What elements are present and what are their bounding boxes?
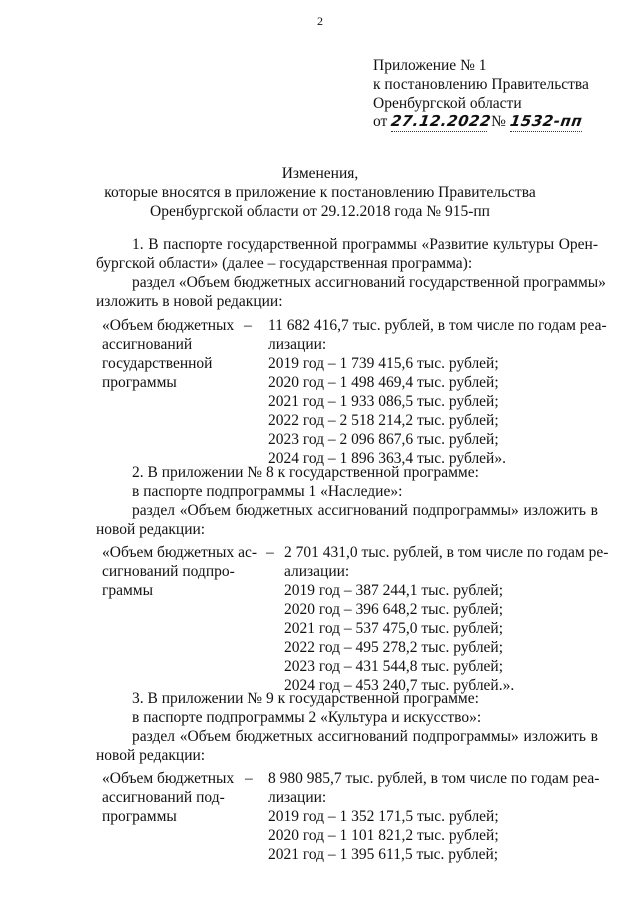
section1-paragraph1-line2: бургской области» (далее – государственная программа): [96, 255, 473, 272]
section2-paragraph3-line2: новой редакции: [96, 521, 206, 538]
right-cell-line: 2023 год – 2 096 867,6 тыс. рублей; [268, 431, 499, 448]
left-cell-line: ассигнований под- [102, 789, 225, 806]
date-prefix: от [373, 113, 388, 130]
appendix-line-2: к постановлению Правительства [373, 76, 589, 93]
right-cell-line: 2020 год – 1 101 821,2 тыс. рублей; [268, 827, 499, 844]
number-sign: № [491, 113, 506, 130]
left-cell-line: «Объем бюджетных ас- [102, 544, 257, 561]
appendix-date-line [373, 112, 582, 132]
left-cell-line: ассигнований [102, 336, 193, 353]
section3-right-cell [268, 769, 599, 864]
section2-paragraph2: в паспорте подпрограммы 1 «Наследие»: [132, 483, 403, 500]
section1-right-cell [268, 316, 607, 468]
right-cell-line: лизации: [268, 789, 327, 806]
left-cell-line: «Объем бюджетных [102, 770, 235, 787]
right-cell-line: лизации: [268, 336, 327, 353]
right-cell-line: 11 682 416,7 тыс. рублей, в том числе по годам реа- [268, 317, 607, 334]
right-cell-line: 2022 год – 2 518 214,2 тыс. рублей; [268, 412, 499, 429]
section2-left-cell [102, 543, 257, 600]
section3-paragraph3-line1: раздел «Объем бюджетных ассигнований подпрограммы» изложить в [132, 728, 598, 745]
right-cell-line: 2021 год – 1 933 086,5 тыс. рублей; [268, 393, 499, 410]
section3-paragraph2: в паспорте подпрограммы 2 «Культура и искусство»: [132, 709, 482, 726]
handwritten-number: 1532-пп [508, 112, 584, 130]
right-cell-line: 2023 год – 431 544,8 тыс. рублей; [284, 658, 504, 675]
right-cell-line: 2021 год – 1 395 611,5 тыс. рублей; [268, 846, 499, 863]
section2-dash: – [266, 544, 274, 561]
appendix-title: Приложение № 1 [373, 57, 487, 74]
right-cell-line: 2 701 431,0 тыс. рублей, в том числе по годам ре- [284, 544, 609, 561]
section2-paragraph1: 2. В приложении № 8 к государственной программе: [132, 464, 479, 481]
heading-line-3: Оренбургской области от 29.12.2018 года № 915-пп [150, 203, 490, 220]
left-cell-line: государственной [102, 355, 213, 372]
page-number: 2 [317, 14, 323, 28]
right-cell-line: 2020 год – 396 648,2 тыс. рублей; [284, 601, 504, 618]
right-cell-line: 2020 год – 1 498 469,4 тыс. рублей; [268, 374, 499, 391]
section1-paragraph2-line1: раздел «Объем бюджетных ассигнований государственной программы» [132, 274, 606, 291]
section2-right-cell [284, 543, 608, 695]
right-cell-line: 2024 год – 1 896 363,4 тыс. рублей». [268, 450, 506, 467]
heading-line-2: которые вносятся в приложение к постановлению Правительства [104, 184, 536, 201]
left-cell-line: сигнований подпро- [102, 563, 235, 580]
section3-paragraph1: 3. В приложении № 9 к государственной программе: [132, 690, 479, 707]
section3-dash: – [245, 770, 253, 787]
right-cell-line: ализации: [284, 563, 350, 580]
right-cell-line: 2019 год – 1 352 171,5 тыс. рублей; [268, 808, 499, 825]
appendix-line-3: Оренбургской области [373, 95, 522, 112]
section3-paragraph3-line2: новой редакции: [96, 747, 206, 764]
right-cell-line: 2019 год – 387 244,1 тыс. рублей; [284, 582, 504, 599]
left-cell-line: граммы [102, 582, 154, 599]
section3-left-cell [102, 769, 234, 826]
left-cell-line: программы [102, 808, 177, 825]
right-cell-line: 2021 год – 537 475,0 тыс. рублей; [284, 620, 504, 637]
right-cell-line: 2024 год – 453 240,7 тыс. рублей.». [284, 677, 515, 694]
right-cell-line: 2019 год – 1 739 415,6 тыс. рублей; [268, 355, 499, 372]
section1-dash: – [244, 317, 252, 334]
handwritten-date: 27.12.2022 [390, 112, 493, 130]
section1-left-cell [102, 316, 234, 392]
left-cell-line: «Объем бюджетных [102, 317, 235, 334]
section1-paragraph2-line2: изложить в новой редакции: [96, 293, 283, 310]
heading-title: Изменения, [281, 165, 359, 182]
right-cell-line: 2022 год – 495 278,2 тыс. рублей; [284, 639, 504, 656]
left-cell-line: программы [102, 374, 177, 391]
right-cell-line: 8 980 985,7 тыс. рублей, в том числе по годам реа- [268, 770, 600, 787]
section2-paragraph3-line1: раздел «Объем бюджетных ассигнований подпрограммы» изложить в [132, 502, 598, 519]
section1-paragraph1-line1: 1. В паспорте государственной программы «Развитие культуры Орен- [132, 236, 598, 253]
